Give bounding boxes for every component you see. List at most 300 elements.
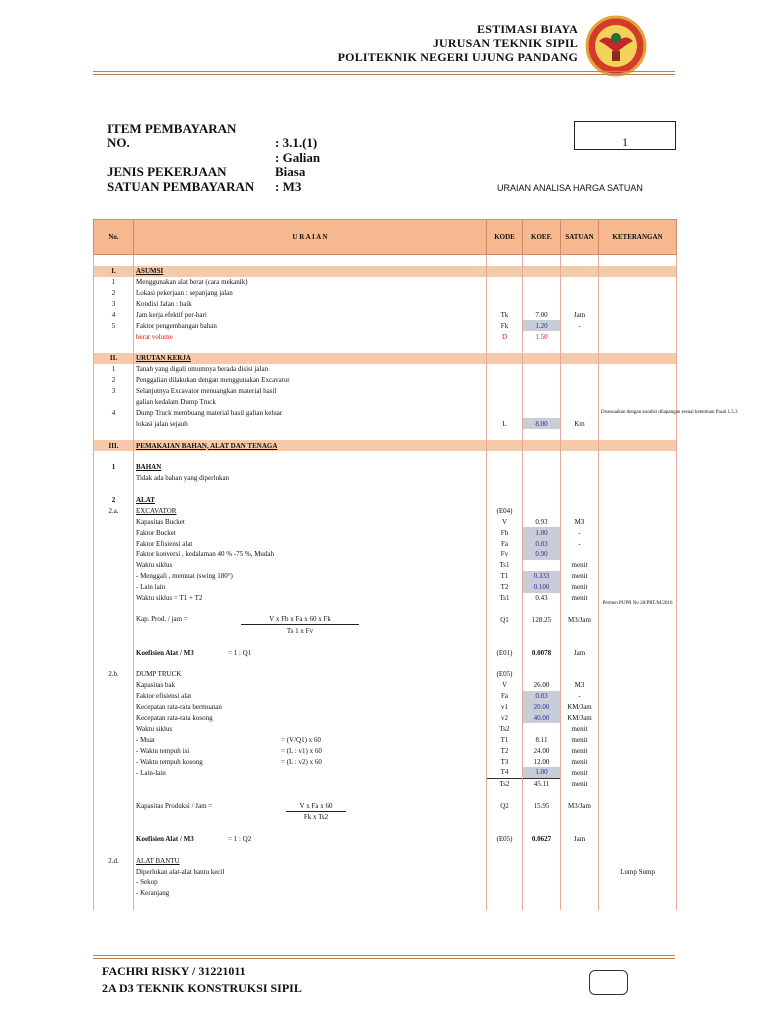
table-row: [94, 342, 677, 353]
table-cell: Faktor efisiensi alat: [134, 691, 487, 702]
table-cell: [487, 484, 523, 495]
table-cell: [134, 647, 487, 658]
table-cell: (E04): [487, 505, 523, 516]
table-cell: [561, 288, 599, 299]
table-cell: [487, 299, 523, 310]
table-cell: [599, 888, 677, 899]
table-cell: [94, 801, 134, 812]
table-cell: [523, 288, 561, 299]
table-cell: [599, 342, 677, 353]
table-row: [94, 560, 677, 571]
table-cell: [94, 549, 134, 560]
table-cell: Jam kerja efektif per-hari: [134, 309, 487, 320]
table-row: [94, 593, 677, 604]
table-cell: -: [561, 691, 599, 702]
table-row: [94, 745, 677, 756]
table-cell: III.: [94, 440, 134, 451]
table-cell: Faktor konversi , kedalaman 40 % -75 %, Mudah: [134, 549, 487, 560]
table-cell: menit: [561, 582, 599, 593]
table-row: [94, 418, 677, 429]
table-cell: [599, 353, 677, 364]
table-cell: T1: [487, 571, 523, 582]
table-cell: [134, 429, 487, 440]
table-cell: (E01): [487, 647, 523, 658]
table-cell: [561, 299, 599, 310]
table-row: [94, 397, 677, 408]
table-cell: 1: [94, 364, 134, 375]
head-uraian: U R A I A N: [134, 220, 487, 255]
table-cell: [561, 342, 599, 353]
table-cell: [523, 429, 561, 440]
table-row: [94, 756, 677, 767]
table-cell: [561, 364, 599, 375]
table-cell: Tidak ada bahan yang diperlukan: [134, 473, 487, 484]
table-cell: [94, 560, 134, 571]
table-cell: [134, 255, 487, 266]
table-cell: Ts2: [487, 778, 523, 789]
table-cell: [599, 625, 677, 636]
table-cell: [523, 451, 561, 462]
table-row: [94, 299, 677, 310]
table-cell: [94, 691, 134, 702]
item-title: ITEM PEMBAYARAN: [107, 121, 237, 136]
cell-text: Koefisien Alat / M3: [136, 834, 194, 843]
table-cell: [599, 669, 677, 680]
table-cell: 8.00: [523, 418, 561, 429]
table-cell: (E05): [487, 833, 523, 844]
table-cell: [599, 462, 677, 473]
table-cell: [487, 855, 523, 866]
table-row: [94, 669, 677, 680]
table-cell: [599, 277, 677, 288]
table-cell: [599, 691, 677, 702]
table-cell: Kapasitas bak: [134, 680, 487, 691]
table-cell: [487, 266, 523, 277]
table-cell: [561, 277, 599, 288]
table-cell: [599, 680, 677, 691]
table-cell: -: [561, 527, 599, 538]
table-cell: [599, 560, 677, 571]
table-row: [94, 899, 677, 910]
jenis-value: Biasa: [275, 164, 306, 179]
table-cell: [94, 484, 134, 495]
table-row: [94, 495, 677, 506]
table-row: [94, 680, 677, 691]
table-cell: [94, 614, 134, 625]
head-koef: KOEF.: [523, 220, 561, 255]
table-cell: [523, 255, 561, 266]
table-row: [94, 604, 677, 615]
table-cell: Km: [561, 418, 599, 429]
table-cell: [487, 888, 523, 899]
table-row: [94, 320, 677, 331]
cell-text: Kapasitas Produksi / Jam =: [136, 801, 213, 810]
cell-text: Ts 1 x Fv: [286, 626, 314, 635]
table-cell: Menggunakan alat berat (cara mekanik): [134, 277, 487, 288]
table-cell: [561, 407, 599, 418]
table-cell: [523, 484, 561, 495]
table-cell: [134, 342, 487, 353]
table-cell: [94, 625, 134, 636]
table-cell: 8.11: [523, 734, 561, 745]
table-cell: Diperlukan alat-alat bantu kecil: [134, 866, 487, 877]
table-cell: 4: [94, 407, 134, 418]
table-cell: [487, 407, 523, 418]
table-cell: [94, 767, 134, 778]
table-cell: [523, 277, 561, 288]
table-cell: ALAT: [134, 495, 487, 506]
table-cell: T1: [487, 734, 523, 745]
table-cell: (E05): [487, 669, 523, 680]
table-cell: [134, 844, 487, 855]
table-cell: 1: [94, 462, 134, 473]
table-cell: Ts1: [487, 593, 523, 604]
table-cell: M3/Jam: [561, 801, 599, 812]
table-cell: [599, 812, 677, 823]
table-cell: [523, 855, 561, 866]
uraian-title: URAIAN ANALISA HARGA SATUAN: [497, 183, 643, 193]
table-row: [94, 833, 677, 844]
table-cell: [599, 516, 677, 527]
table-cell: [561, 440, 599, 451]
table-cell: Jam: [561, 647, 599, 658]
table-cell: II.: [94, 353, 134, 364]
table-cell: Ts1: [487, 560, 523, 571]
table-cell: [487, 790, 523, 801]
table-cell: 1.00: [523, 527, 561, 538]
table-cell: menit: [561, 745, 599, 756]
table-cell: 7.00: [523, 309, 561, 320]
table-cell: [599, 364, 677, 375]
table-cell: [94, 812, 134, 823]
table-cell: [134, 778, 487, 789]
table-cell: ASUMSI: [134, 266, 487, 277]
table-row: [94, 855, 677, 866]
table-cell: [487, 823, 523, 834]
cell-text: - Muat: [136, 735, 155, 744]
table-cell: [599, 658, 677, 669]
jenis-label: JENIS PEKERJAAN: [107, 164, 227, 179]
table-cell: [599, 778, 677, 789]
table-cell: [523, 636, 561, 647]
table-cell: [599, 877, 677, 888]
table-cell: [561, 823, 599, 834]
table-cell: 0.83: [523, 538, 561, 549]
table-cell: [134, 658, 487, 669]
table-cell: T2: [487, 582, 523, 593]
table-cell: berat volume: [134, 331, 487, 342]
table-cell: [94, 593, 134, 604]
table-cell: [599, 451, 677, 462]
table-row: [94, 255, 677, 266]
table-cell: [487, 844, 523, 855]
cell-text: V x Fa x 60: [286, 801, 346, 812]
table-row: [94, 375, 677, 386]
head-no: No.: [94, 220, 134, 255]
table-cell: lokasi jalan sejauh: [134, 418, 487, 429]
table-cell: Lokasi pekerjaan : sepanjang jalan: [134, 288, 487, 299]
table-row: [94, 790, 677, 801]
table-cell: 128.25: [523, 614, 561, 625]
table-cell: [94, 756, 134, 767]
page-number-box: [589, 970, 628, 995]
table-row: [94, 429, 677, 440]
item-number: 1: [622, 135, 628, 149]
table-cell: [94, 604, 134, 615]
table-cell: KM/Jam: [561, 713, 599, 724]
table-cell: M3/Jam: [561, 614, 599, 625]
table-cell: M3: [561, 516, 599, 527]
table-row: [94, 386, 677, 397]
footer-name: FACHRI RISKY / 31221011: [102, 964, 246, 978]
table-cell: [94, 255, 134, 266]
table-row: [94, 353, 677, 364]
table-cell: [94, 331, 134, 342]
table-cell: [561, 331, 599, 342]
table-row: [94, 538, 677, 549]
table-cell: 12.00: [523, 756, 561, 767]
head-keterangan: KETERANGAN: [599, 220, 677, 255]
table-cell: [599, 855, 677, 866]
table-row: [94, 823, 677, 834]
table-cell: - Menggali , memuat (swing 180°): [134, 571, 487, 582]
table-row: [94, 473, 677, 484]
table-row: [94, 866, 677, 877]
table-cell: [561, 636, 599, 647]
table-cell: V: [487, 516, 523, 527]
table-cell: [523, 888, 561, 899]
table-cell: [561, 462, 599, 473]
cell-text: = (L : v2) x 60: [281, 757, 322, 766]
table-cell: [561, 604, 599, 615]
table-cell: [599, 440, 677, 451]
footer-author: [102, 963, 302, 997]
table-row: [94, 636, 677, 647]
table-cell: [599, 756, 677, 767]
table-cell: [561, 375, 599, 386]
table-cell: [94, 582, 134, 593]
table-cell: [599, 745, 677, 756]
table-cell: [94, 516, 134, 527]
table-cell: -: [561, 538, 599, 549]
table-cell: [599, 473, 677, 484]
table-cell: menit: [561, 571, 599, 582]
table-cell: Lump Sump: [599, 866, 677, 877]
table-cell: Dump Truck membuang material hasil galian keluar: [134, 407, 487, 418]
table-cell: Waktu siklus: [134, 560, 487, 571]
table-row: [94, 658, 677, 669]
table-cell: [487, 364, 523, 375]
table-cell: EXCAVATOR: [134, 505, 487, 516]
table-cell: Kecepatan rata-rata bermuatan: [134, 702, 487, 713]
table-cell: [523, 375, 561, 386]
cell-text: = (V/Q1) x 60: [281, 735, 321, 744]
table-cell: [523, 866, 561, 877]
table-cell: [599, 549, 677, 560]
table-cell: Fv: [487, 549, 523, 560]
table-cell: v1: [487, 702, 523, 713]
table-cell: 0.0627: [523, 833, 561, 844]
table-cell: [134, 833, 487, 844]
table-cell: [523, 266, 561, 277]
table-row: [94, 309, 677, 320]
table-cell: [487, 495, 523, 506]
table-cell: [523, 364, 561, 375]
table-cell: [523, 658, 561, 669]
table-row: [94, 266, 677, 277]
institution-logo: [585, 15, 647, 77]
head-kode: KODE: [487, 220, 523, 255]
table-cell: menit: [561, 756, 599, 767]
table-cell: 1: [94, 277, 134, 288]
table-row: [94, 812, 677, 823]
table-cell: [94, 734, 134, 745]
table-cell: Waktu siklus = T1 + T2: [134, 593, 487, 604]
table-cell: M3: [561, 680, 599, 691]
table-cell: [599, 288, 677, 299]
cell-text: V x Fb x Fa x 60 x Fk: [241, 614, 359, 625]
table-cell: [561, 495, 599, 506]
table-cell: [487, 353, 523, 364]
table-cell: KM/Jam: [561, 702, 599, 713]
table-cell: [599, 266, 677, 277]
table-cell: [599, 527, 677, 538]
table-row: [94, 364, 677, 375]
table-cell: 2.a.: [94, 505, 134, 516]
header-title: [338, 22, 578, 64]
table-cell: [561, 812, 599, 823]
table-cell: 0.0078: [523, 647, 561, 658]
table-cell: [94, 866, 134, 877]
table-row: [94, 778, 677, 789]
table-cell: [134, 790, 487, 801]
table-cell: - Keranjang: [134, 888, 487, 899]
table-cell: [94, 451, 134, 462]
header-line-2: JURUSAN TEKNIK SIPIL: [432, 36, 578, 50]
table-cell: [523, 473, 561, 484]
table-cell: [523, 440, 561, 451]
table-cell: [523, 495, 561, 506]
table-cell: [94, 877, 134, 888]
table-cell: [599, 375, 677, 386]
note-permen: Permen PUPR No 28/PRT/M/2016: [599, 593, 677, 615]
table-cell: [487, 462, 523, 473]
head-satuan: SATUAN: [561, 220, 599, 255]
table-cell: [94, 713, 134, 724]
table-cell: [523, 386, 561, 397]
table-cell: [487, 288, 523, 299]
cell-text: = (L : v1) x 60: [281, 746, 322, 755]
table-cell: [561, 505, 599, 516]
table-cell: [561, 386, 599, 397]
cell-text: = 1 : Q1: [228, 648, 252, 657]
table-cell: [561, 353, 599, 364]
table-cell: [134, 451, 487, 462]
table-cell: -: [561, 320, 599, 331]
table-cell: Kondisi Jalan : baik: [134, 299, 487, 310]
table-cell: [599, 538, 677, 549]
item-no-value: : 3.1.(1): [275, 135, 318, 150]
table-cell: [134, 604, 487, 615]
table-cell: [599, 484, 677, 495]
note-pasal: Disesuaikan dengan kondisi dilapangan sesuai ketentuan Pasal 1.5.3: [599, 397, 677, 430]
table-cell: [134, 899, 487, 910]
table-cell: menit: [561, 560, 599, 571]
table-cell: [599, 614, 677, 625]
cell-text: = 1 : Q2: [228, 834, 252, 843]
table-cell: 3: [94, 386, 134, 397]
table-row: [94, 484, 677, 495]
table-cell: [94, 680, 134, 691]
table-row: [94, 801, 677, 812]
table-cell: [561, 549, 599, 560]
table-cell: 24.00: [523, 745, 561, 756]
header-divider-2: [93, 74, 675, 75]
table-cell: [561, 451, 599, 462]
table-cell: [94, 538, 134, 549]
table-row: [94, 702, 677, 713]
table-cell: [523, 844, 561, 855]
table-cell: Faktor pengembangan bahan: [134, 320, 487, 331]
table-cell: L: [487, 418, 523, 429]
table-cell: 0.93: [523, 516, 561, 527]
table-cell: 0.83: [523, 691, 561, 702]
table-cell: [487, 877, 523, 888]
table-cell: [487, 375, 523, 386]
table-row: [94, 549, 677, 560]
cell-text: Kap. Prod. / jam =: [136, 615, 188, 624]
table-cell: 2: [94, 288, 134, 299]
table-cell: [94, 790, 134, 801]
table-cell: T3: [487, 756, 523, 767]
table-cell: 2: [94, 495, 134, 506]
table-cell: - Lain-lain: [134, 767, 487, 778]
table-cell: 1.20: [523, 320, 561, 331]
table-cell: [561, 888, 599, 899]
table-cell: [561, 658, 599, 669]
table-cell: [94, 833, 134, 844]
table-cell: [561, 866, 599, 877]
item-galian: : Galian: [275, 150, 321, 165]
table-cell: 1.50: [523, 331, 561, 342]
table-cell: [523, 669, 561, 680]
table-cell: [134, 484, 487, 495]
table-cell: [134, 636, 487, 647]
table-cell: [599, 734, 677, 745]
table-row: [94, 505, 677, 516]
table-cell: [523, 604, 561, 615]
table-cell: [94, 745, 134, 756]
satuan-value: : M3: [275, 179, 302, 194]
header-line-1: ESTIMASI BIAYA: [477, 22, 578, 36]
table-cell: [487, 866, 523, 877]
table-cell: [599, 636, 677, 647]
table-cell: [523, 899, 561, 910]
table-cell: [487, 604, 523, 615]
table-cell: [561, 473, 599, 484]
table-cell: [94, 473, 134, 484]
table-cell: [523, 723, 561, 734]
table-cell: URUTAN KERJA: [134, 353, 487, 364]
table-cell: D: [487, 331, 523, 342]
table-cell: [599, 386, 677, 397]
table-row: [94, 844, 677, 855]
table-cell: [599, 801, 677, 812]
table-cell: 0.43: [523, 593, 561, 604]
table-cell: PEMAKAIAN BAHAN, ALAT DAN TENAGA: [134, 440, 487, 451]
table-cell: [94, 571, 134, 582]
table-cell: [523, 560, 561, 571]
